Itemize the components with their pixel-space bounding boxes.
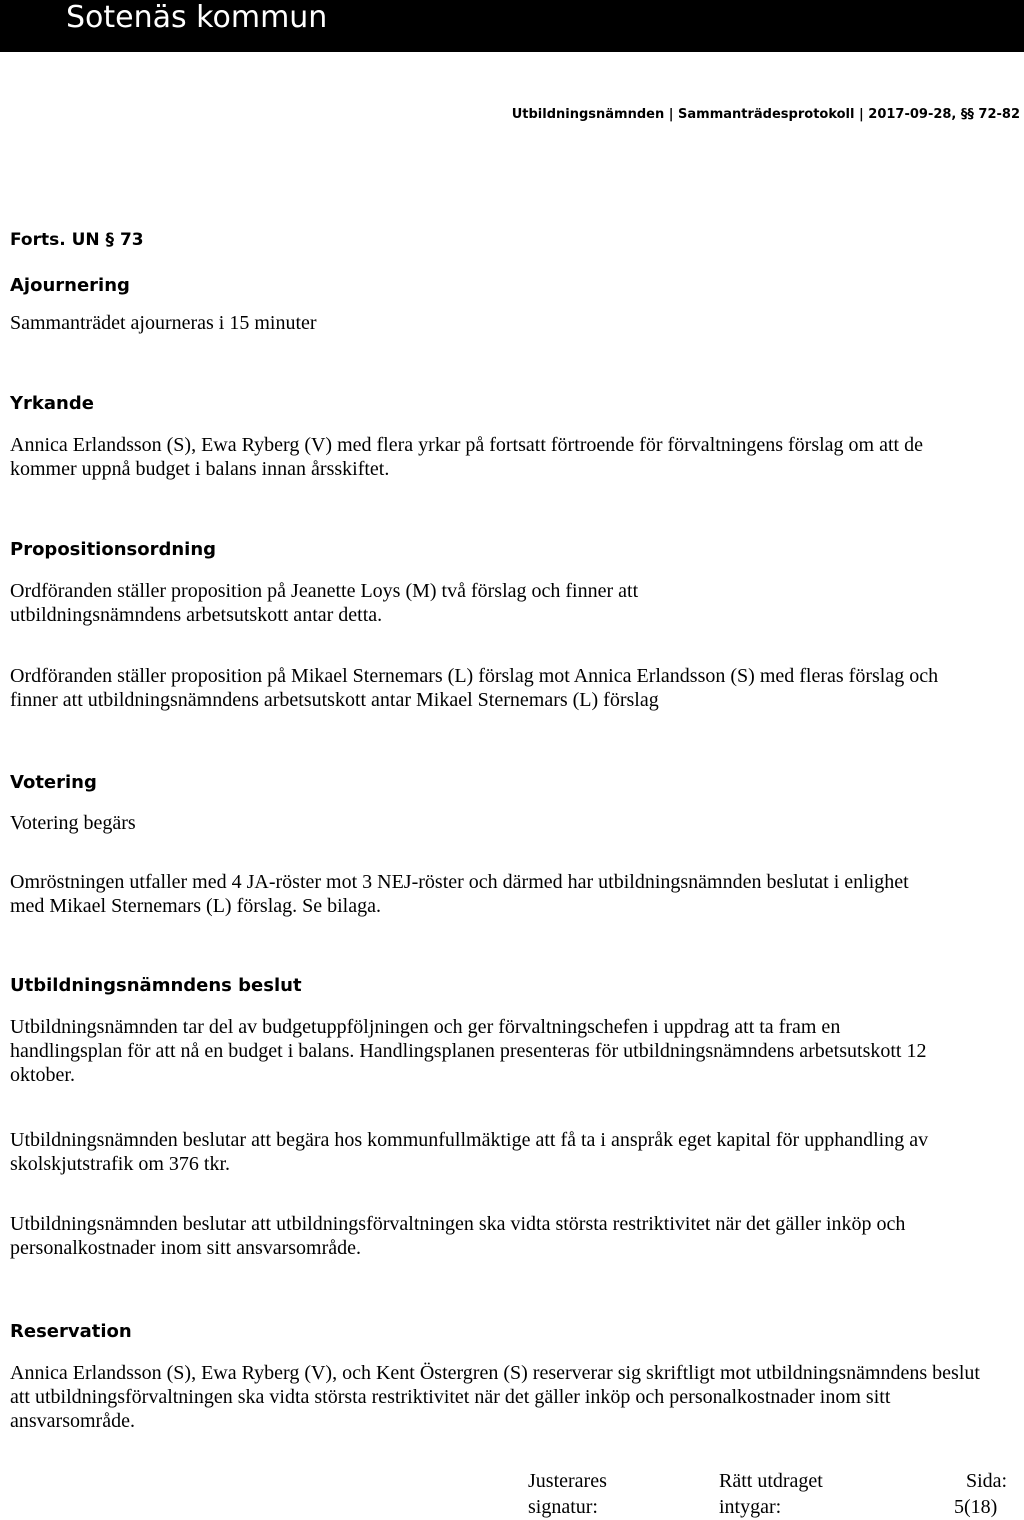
intygar-label: intygar: [719, 1496, 782, 1518]
sida-label: Sida: [966, 1470, 1008, 1492]
heading-ajournering: Ajournering [10, 275, 130, 296]
paragraph-beslut-2: Utbildningsnämnden beslutar att begära hos kommunfullmäktige att få ta i anspråk eget kapital för upphandling av skolskjutstrafik om 376 tkr. [10, 1129, 929, 1175]
page-number: 5(18) [954, 1496, 998, 1518]
justerares-label: Justerares [528, 1470, 607, 1492]
heading-votering: Votering [10, 772, 97, 793]
heading-reservation: Reservation [10, 1321, 132, 1342]
paragraph-reservation: Annica Erlandsson (S), Ewa Ryberg (V), och Kent Östergren (S) reserverar sig skriftligt mot utbildningsnämndens beslut att utbildningsförvaltningen ska vidta största restriktivitet när det gäller inköp och personalkostnader inom sitt ansvarsområde. [10, 1362, 980, 1432]
paragraph-beslut-3: Utbildningsnämnden beslutar att utbildningsförvaltningen ska vidta största restriktivitet när det gäller inköp och personalkostnader inom sitt ansvarsområde. [10, 1213, 906, 1259]
heading-yrkande: Yrkande [10, 393, 94, 414]
paragraph-votering-2: Omröstningen utfaller med 4 JA-röster mot 3 NEJ-röster och därmed har utbildningsnämnden beslutat i enlighet med Mikael Sternemars (L) förslag. Se bilaga. [10, 871, 909, 917]
paragraph-yrkande: Annica Erlandsson (S), Ewa Ryberg (V) med flera yrkar på fortsatt förtroende för förvaltningens förslag om att de kommer uppnå budget i balans innan årsskiftet. [10, 434, 923, 480]
paragraph-ajournering: Sammanträdet ajourneras i 15 minuter [10, 312, 317, 334]
organization-name: Sotenäs kommun [66, 0, 328, 35]
justerares-signatur-label: signatur: [528, 1496, 598, 1518]
paragraph-beslut-1: Utbildningsnämnden tar del av budgetuppföljningen och ger förvaltningschefen i uppdrag att ta fram en handlingsplan för att nå en budget i balans. Handlingsplanen presenteras för utbildningsnämndens arbetsutskott 12 oktober. [10, 1016, 927, 1086]
heading-beslut: Utbildningsnämndens beslut [10, 975, 302, 996]
ratt-utdraget-label: Rätt utdraget [719, 1470, 823, 1492]
header-bar [0, 0, 1024, 52]
section-title: Forts. UN § 73 [10, 230, 144, 250]
paragraph-votering-1: Votering begärs [10, 812, 136, 834]
heading-propositionsordning: Propositionsordning [10, 539, 217, 560]
paragraph-proposition-2: Ordföranden ställer proposition på Mikael Sternemars (L) förslag mot Annica Erlandsson (S) med fleras förslag och finner att utbildningsnämndens arbetsutskott antar Mikael Sternemars (L) förslag [10, 665, 939, 711]
protocol-line: Utbildningsnämnden | Sammanträdesprotokoll | 2017-09-28, §§ 72-82 [511, 107, 1020, 122]
paragraph-proposition-1: Ordföranden ställer proposition på Jeanette Loys (M) två förslag och finner att utbildningsnämndens arbetsutskott antar detta. [10, 580, 639, 626]
